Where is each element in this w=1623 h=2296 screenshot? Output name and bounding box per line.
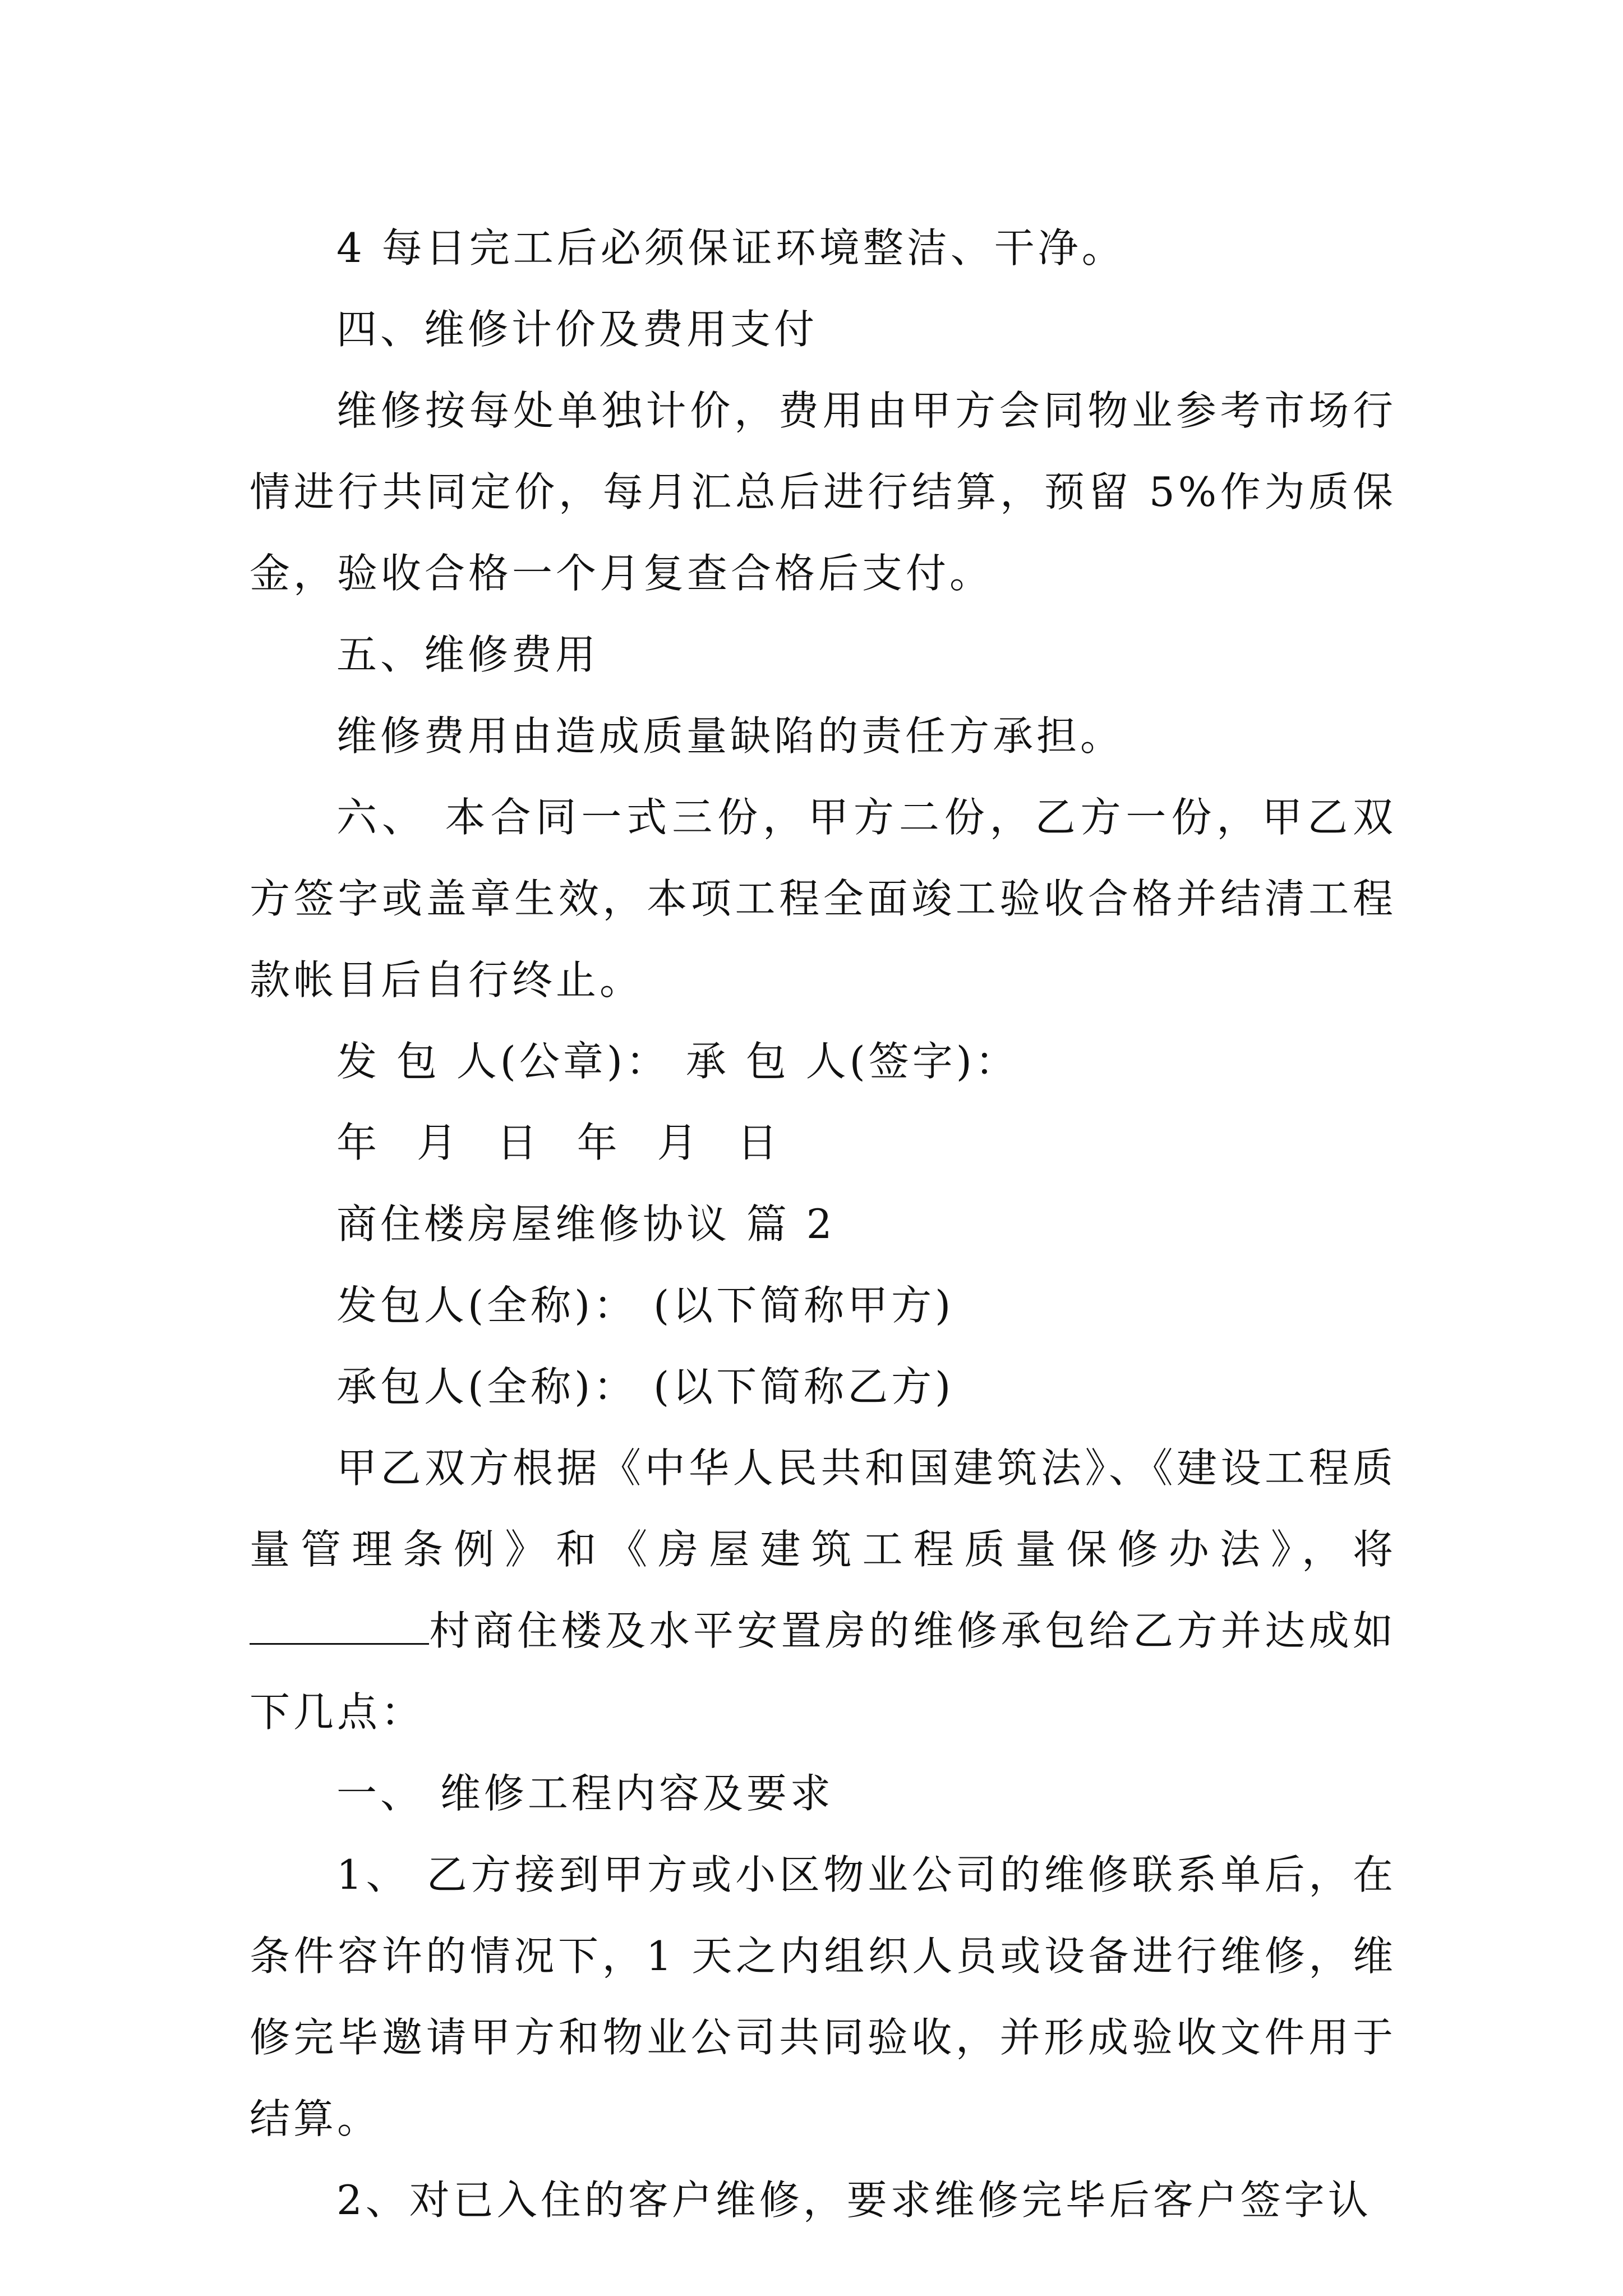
- agreement-2-title: 商住楼房屋维修协议 篇 2: [336, 1200, 836, 1248]
- section-1-heading: 一、 维修工程内容及要求: [336, 1770, 834, 1817]
- village-name-blank: [250, 1609, 429, 1645]
- section-5-heading: 五、维修费用: [336, 631, 600, 678]
- section-4-body: 维修按每处单独计价，费用由甲方会同物业参考市场行情进行共同定价，每月汇总后进行结算，预留 5%作为质保金，验收合格一个月复查合格后支付。: [250, 387, 1396, 597]
- clause-1-body: 1、 乙方接到甲方或小区物业公司的维修联系单后，在条件容许的情况下，1 天之内组织人员或设备进行维修，维修完毕邀请甲方和物业公司共同验收，并形成验收文件用于结算。: [250, 1851, 1396, 2142]
- legal-basis-paragraph: [250, 1428, 1396, 1753]
- legal-basis-continuation: 村商住楼及水平安置房的维修承包给乙方并达成如下几点：: [250, 1607, 1396, 1736]
- clause-4-cleanliness: 4 每日完工后必须保证环境整洁、干净。: [336, 224, 1126, 272]
- date-line: 年 月 日 年 月 日: [336, 1119, 791, 1166]
- signature-line: 发 包 人(公章)： 承 包 人(签字)：: [336, 1038, 1019, 1085]
- party-b-line: 承包人(全称)： (以下简称乙方): [336, 1363, 955, 1410]
- section-5-body: 维修费用由造成质量缺陷的责任方承担。: [336, 712, 1124, 760]
- party-a-line: 发包人(全称)： (以下简称甲方): [336, 1282, 955, 1329]
- section-6-body: 六、 本合同一式三份，甲方二份，乙方一份，甲乙双方签字或盖章生效，本项工程全面竣工验收合格并结清工程款帐目后自行终止。: [250, 794, 1396, 1004]
- legal-basis-text: 甲乙双方根据《中华人民共和国建筑法》、《建设工程质量管理条例》和《房屋建筑工程质量保修办法》，将: [250, 1444, 1396, 1573]
- document-body: [250, 208, 1396, 2241]
- section-4-heading: 四、维修计价及费用支付: [336, 306, 818, 353]
- clause-2-body: 2、对已入住的客户维修，要求维修完毕后客户签字认: [336, 2177, 1372, 2224]
